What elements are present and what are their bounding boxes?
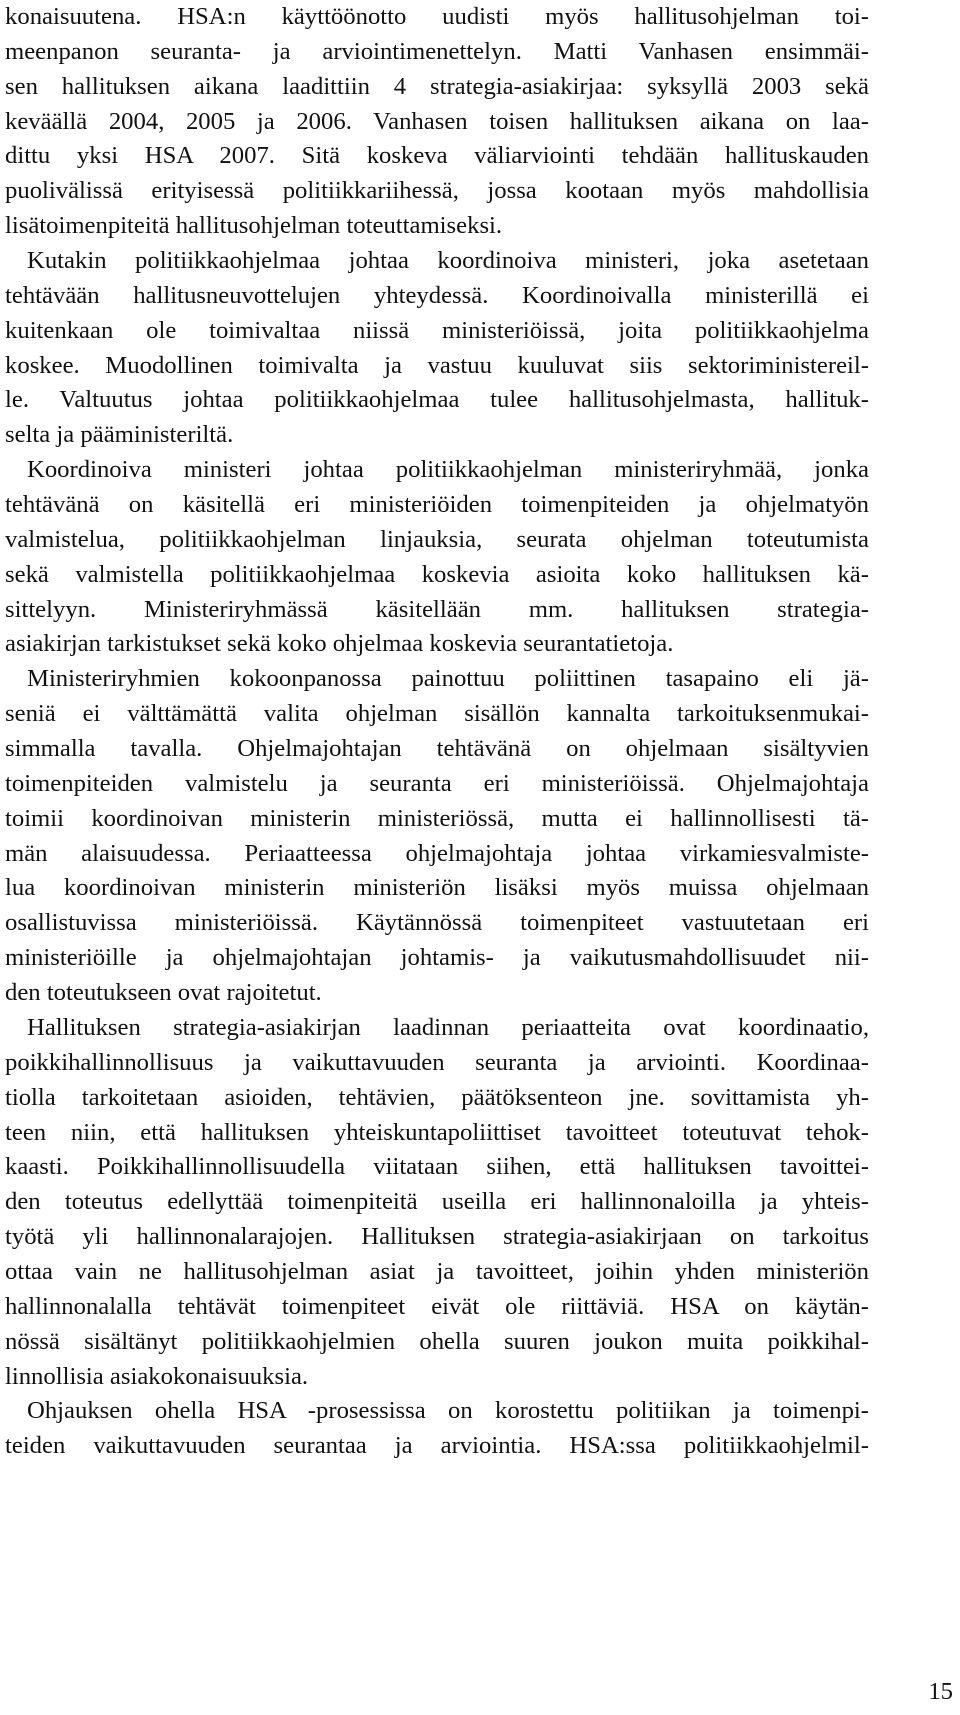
text-line: toimii koordinoivan ministerin ministeriössä, mutta ei hallinnollisesti tä- — [5, 804, 869, 832]
text-line: toimenpiteiden valmistelu ja seuranta eri ministeriöissä. Ohjelmajohtaja — [5, 769, 869, 797]
text-line: den toteutus edellyttää toimenpiteitä useilla eri hallinnonaloilla ja yhteis- — [5, 1188, 869, 1216]
text-line: lisätoimenpiteitä hallitusohjelman toteuttamiseksi. — [5, 212, 503, 240]
text-line: Kutakin politiikkaohjelmaa johtaa koordinoiva ministeri, joka asetetaan — [27, 247, 869, 275]
text-line: män alaisuudessa. Periaatteessa ohjelmajohtaja johtaa virkamiesvalmiste- — [5, 839, 869, 867]
text-line: teiden vaikuttavuuden seurantaa ja arviointia. HSA:ssa politiikkaohjelmil- — [5, 1432, 869, 1460]
text-line: ottaa vain ne hallitusohjelman asiat ja tavoitteet, joihin yhden ministeriön — [5, 1257, 869, 1285]
text-line: valmistelua, politiikkaohjelman linjauksia, seurata ohjelman toteutumista — [5, 525, 869, 553]
text-line: konaisuutena. HSA:n käyttöönotto uudisti myös hallitusohjelman toi- — [5, 3, 869, 30]
text-line: Koordinoiva ministeri johtaa politiikkaohjelman ministeriryhmää, jonka — [27, 456, 869, 484]
text-line: poikkihallinnollisuus ja vaikuttavuuden seuranta ja arviointi. Koordinaa- — [5, 1048, 869, 1076]
text-line: tehtävänä on käsitellä eri ministeriöiden toimenpiteiden ja ohjelmatyön — [5, 491, 869, 519]
text-line: simmalla tavalla. Ohjelmajohtajan tehtävänä on ohjelmaan sisältyvien — [5, 735, 869, 763]
text-line: osallistuvissa ministeriöissä. Käytännössä toimenpiteet vastuutetaan eri — [5, 909, 869, 937]
text-line: kuitenkaan ole toimivaltaa niissä ministeriöissä, joita politiikkaohjelma — [5, 316, 869, 344]
text-line: Ohjauksen ohella HSA -prosessissa on korostettu politiikan ja toimenpi- — [27, 1397, 869, 1425]
text-line: selta ja pääministeriltä. — [5, 421, 234, 449]
page-number: 15 — [928, 1678, 953, 1705]
text-line: koskee. Muodollinen toimivalta ja vastuu kuuluvat siis sektoriministereil- — [5, 351, 869, 379]
text-line: puolivälissä erityisessä politiikkariihessä, jossa kootaan myös mahdollisia — [5, 177, 869, 205]
text-line: tehtävään hallitusneuvottelujen yhteydessä. Koordinoivalla ministerillä ei — [5, 281, 869, 309]
text-line: linnollisia asiakokonaisuuksia. — [5, 1362, 309, 1390]
text-line: ministeriöille ja ohjelmajohtajan johtamis- ja vaikutusmahdollisuudet nii- — [5, 944, 869, 972]
text-line: kaasti. Poikkihallinnollisuudella viitataan siihen, että hallituksen tavoittei- — [5, 1153, 869, 1181]
text-line: työtä yli hallinnonalarajojen. Hallituksen strategia-asiakirjaan on tarkoitus — [5, 1223, 869, 1251]
text-line: sekä valmistella politiikkaohjelmaa koskevia asioita koko hallituksen kä- — [5, 560, 869, 588]
text-line: meenpanon seuranta- ja arviointimenettelyn. Matti Vanhasen ensimmäi- — [5, 37, 869, 65]
body-text — [5, 0, 869, 1464]
text-line: Hallituksen strategia-asiakirjan laadinnan periaatteita ovat koordinaatio, — [27, 1013, 869, 1041]
text-line: lua koordinoivan ministerin ministeriön lisäksi myös muissa ohjelmaan — [5, 874, 869, 902]
text-line: asiakirjan tarkistukset sekä koko ohjelmaa koskevia seurantatietoja. — [5, 630, 674, 658]
text-line: sen hallituksen aikana laadittiin 4 strategia-asiakirjaa: syksyllä 2003 sekä — [5, 72, 869, 100]
text-line: keväällä 2004, 2005 ja 2006. Vanhasen toisen hallituksen aikana on laa- — [5, 107, 869, 135]
text-line: dittu yksi HSA 2007. Sitä koskeva väliarviointi tehdään hallituskauden — [5, 142, 869, 170]
text-line: le. Valtuutus johtaa politiikkaohjelmaa tulee hallitusohjelmasta, hallituk- — [5, 386, 869, 414]
text-line: tiolla tarkoitetaan asioiden, tehtävien, päätöksenteon jne. sovittamista yh- — [5, 1083, 869, 1111]
text-line: sittelyyn. Ministeriryhmässä käsitellään mm. hallituksen strategia- — [5, 595, 869, 623]
text-line: den toteutukseen ovat rajoitetut. — [5, 979, 322, 1007]
text-line: nössä sisältänyt politiikkaohjelmien ohella suuren joukon muita poikkihal- — [5, 1327, 869, 1355]
text-line: hallinnonalalla tehtävät toimenpiteet eivät ole riittäviä. HSA on käytän- — [5, 1292, 869, 1320]
text-line: Ministeriryhmien kokoonpanossa painottuu poliittinen tasapaino eli jä- — [27, 665, 869, 693]
text-line: seniä ei välttämättä valita ohjelman sisällön kannalta tarkoituksenmukai- — [5, 700, 869, 728]
text-line: teen niin, että hallituksen yhteiskuntapoliittiset tavoitteet toteutuvat tehok- — [5, 1118, 869, 1146]
